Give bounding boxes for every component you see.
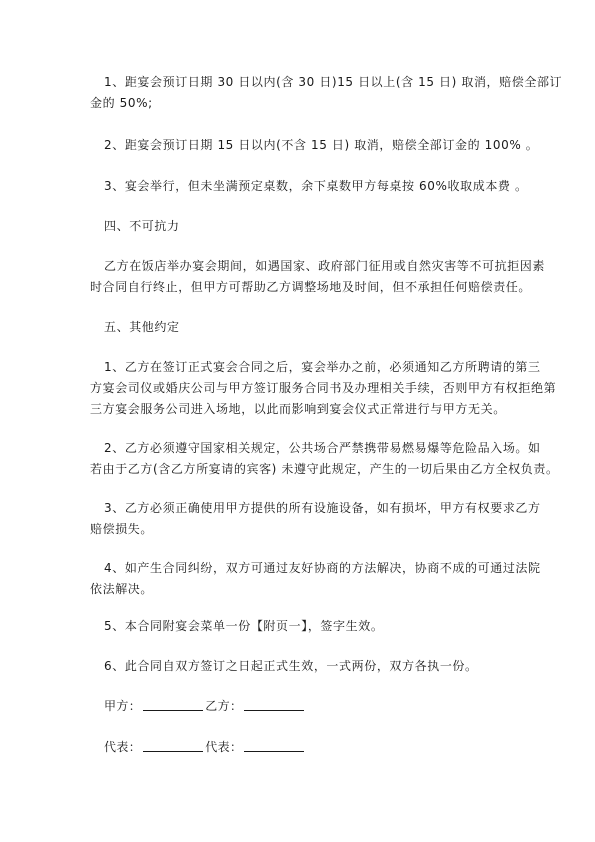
section-5-item-1-line-3: 三方宴会服务公司进入场地，以此而影响到宴会仪式正常进行与甲方无关。 (90, 402, 506, 416)
party-b-blank[interactable] (244, 698, 304, 711)
rep-a-blank[interactable] (143, 739, 203, 752)
rep-b-label: 代表： (205, 740, 243, 754)
clause-3 (90, 176, 528, 197)
clause-1-line-2: 金的 50%; (90, 96, 153, 110)
section-5-item-1-line-1: 1、乙方在签订正式宴会合同之后，宴会举办之前，必须通知乙方所聘请的第三 (104, 360, 541, 374)
clause-1 (90, 72, 563, 114)
section-5-item-2-line-1: 2、乙方必须遵守国家相关规定，公共场合严禁携带易燃易爆等危险品入场。如 (104, 441, 541, 455)
clause-2 (90, 135, 539, 156)
section-5-item-2 (90, 438, 559, 480)
section-4-line-1: 乙方在饭店举办宴会期间，如遇国家、政府部门征用或自然灾害等不可抗拒因素 (104, 259, 546, 273)
section-5-heading: 五、其他约定 (104, 320, 180, 334)
section-5-item-4 (90, 558, 541, 600)
party-a-blank[interactable] (143, 698, 203, 711)
clause-1-line-1: 1、距宴会预订日期 30 日以内(含 30 日)15 日以上(含 15 日) 取消，赔偿全部订 (104, 75, 563, 89)
clause-2-text: 2、距宴会预订日期 15 日以内(不含 15 日) 取消，赔偿全部订金的 100% 。 (104, 138, 539, 152)
section-5-item-2-line-2: 若由于乙方(含乙方所宴请的宾客) 未遵守此规定，产生的一切后果由乙方全权负责。 (90, 462, 559, 476)
rep-a-label: 代表： (104, 740, 142, 754)
clause-3-text: 3、宴会举行，但未坐满预定桌数，余下桌数甲方每桌按 60%收取成本费 。 (104, 179, 528, 193)
section-5-item-6 (90, 656, 510, 677)
section-5-item-5 (90, 616, 510, 637)
section-4-line-2: 时合同自行终止，但甲方可帮助乙方调整场地及时间，但不承担任何赔偿责任。 (90, 280, 532, 294)
section-5-item-3 (90, 498, 541, 540)
party-b-label: 乙方： (205, 699, 243, 713)
section-5-item-3-line-2: 赔偿损失。 (90, 522, 154, 536)
section-5-item-1-line-2: 方宴会司仪或婚庆公司与甲方签订服务合同书及办理相关手续，否则甲方有权拒绝第 (90, 381, 557, 395)
section-4-body (90, 256, 546, 298)
section-5-item-5-text: 5、本合同附宴会菜单一份【附页一】，签字生效。 (104, 619, 384, 633)
signature-parties-row (104, 697, 306, 715)
party-a-label: 甲方： (104, 699, 142, 713)
section-5-item-6-text: 6、此合同自双方签订之日起正式生效，一式两份，双方各执一份。 (104, 659, 478, 673)
section-4-heading: 四、不可抗力 (104, 219, 180, 233)
rep-b-blank[interactable] (244, 739, 304, 752)
signature-representatives-row (104, 738, 306, 756)
section-5-item-1 (90, 357, 557, 420)
section-5-item-3-line-1: 3、乙方必须正确使用甲方提供的所有设施设备，如有损坏，甲方有权要求乙方 (104, 501, 541, 515)
section-5-item-4-line-2: 依法解决。 (90, 582, 154, 596)
section-5-item-4-line-1: 4、如产生合同纠纷，双方可通过友好协商的方法解决，协商不成的可通过法院 (104, 561, 541, 575)
